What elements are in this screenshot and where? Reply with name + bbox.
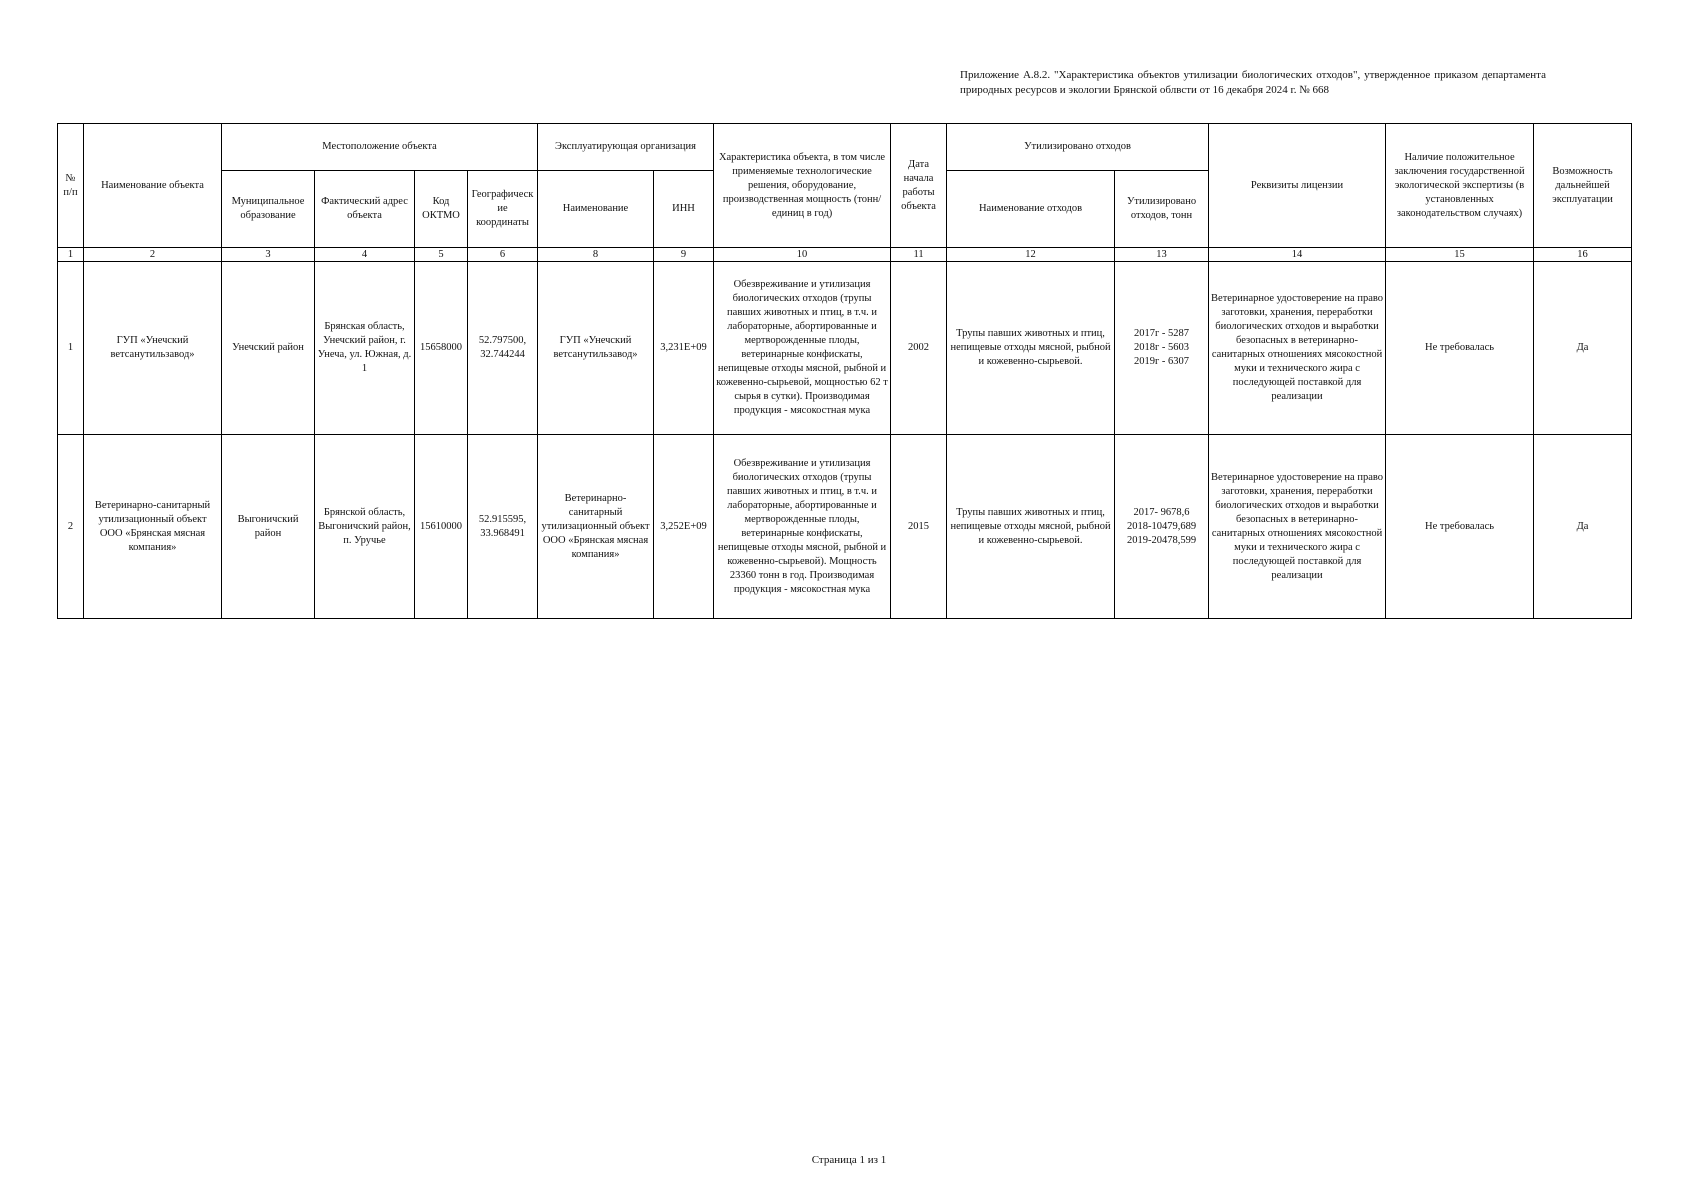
cell-license: Ветеринарное удостоверение на право заготовки, хранения, переработки биологических отходов и выработки безопасных в ветеринарно-санитарных отношениях мясокостной муки и технического жира с последующей поставкой для реализации (1209, 262, 1386, 435)
header-characteristics: Характеристика объекта, в том числе применяемые технологические решения, оборудование, производственная мощность (тонн/единиц в год) (714, 124, 891, 248)
header-expertise: Наличие положительное заключения государственной экологической экспертизы (в установленных законодательством случаях) (1386, 124, 1534, 248)
header-inn: ИНН (654, 171, 714, 248)
page-footer: Страница 1 из 1 (811, 1154, 887, 1166)
column-number: 15 (1386, 248, 1534, 262)
header-row-1 (58, 124, 1632, 171)
cell-future-use: Да (1534, 435, 1632, 619)
header-name: Наименование объекта (84, 124, 222, 248)
cell-oktmo: 15610000 (415, 435, 468, 619)
document-caption: Приложение А.8.2. "Характеристика объектов утилизации биологических отходов", утвержденное приказом департамента природных ресурсов и экологии Брянской облвсти от 16 декабря 2024 г. № 668 (960, 69, 1546, 96)
column-number: 4 (315, 248, 415, 262)
cell-start-date: 2015 (891, 435, 947, 619)
table-row (58, 435, 1632, 619)
header-geo: Географические координаты (468, 171, 538, 248)
header-location: Местоположение объекта (222, 124, 538, 171)
cell-license: Ветеринарное удостоверение на право заготовки, хранения, переработки биологических отходов и выработки безопасных в ветеринарно-санитарных отношениях мясокостной муки и технического жира с последующей поставкой для реализации (1209, 435, 1386, 619)
waste-tons-line: 2018г - 5603 (1133, 342, 1190, 353)
column-number: 10 (714, 248, 891, 262)
header-address: Фактический адрес объекта (315, 171, 415, 248)
header-license: Реквизиты лицензии (1209, 124, 1386, 248)
header-waste-tons: Утилизировано отходов, тонн (1115, 171, 1209, 248)
header-utilized: Утилизировано отходов (947, 124, 1209, 171)
cell-name: ГУП «Унечский ветсанутильзавод» (84, 262, 222, 435)
cell-municipal: Унечский район (222, 262, 315, 435)
cell-num: 2 (58, 435, 84, 619)
header-oktmo: Код ОКТМО (415, 171, 468, 248)
cell-expertise: Не требовалась (1386, 262, 1534, 435)
cell-org-name: Ветеринарно-санитарный утилизационный объект ООО «Брянская мясная компания» (538, 435, 654, 619)
column-number: 14 (1209, 248, 1386, 262)
column-number-row (58, 248, 1632, 262)
cell-oktmo: 15658000 (415, 262, 468, 435)
cell-geo: 52.915595, 33.968491 (468, 435, 538, 619)
waste-tons-line: 2018-10479,689 (1126, 520, 1197, 532)
cell-expertise: Не требовалась (1386, 435, 1534, 619)
column-number: 8 (538, 248, 654, 262)
column-number: 12 (947, 248, 1115, 262)
waste-tons-line: 2017г - 5287 (1133, 328, 1190, 339)
cell-address: Брянской область, Выгоничский район, п. Уручье (315, 435, 415, 619)
cell-waste-name: Трупы павших животных и птиц, непищевые отходы мясной, рыбной и кожевенно-сырьевой. (947, 262, 1115, 435)
header-operator: Эксплуатирующая организация (538, 124, 714, 171)
waste-tons-line: 2019-20478,599 (1126, 534, 1197, 546)
header-waste-name: Наименование отходов (947, 171, 1115, 248)
column-number: 11 (891, 248, 947, 262)
header-num: № п/п (58, 124, 84, 248)
cell-waste-tons (1115, 435, 1209, 619)
cell-num: 1 (58, 262, 84, 435)
table-row (58, 262, 1632, 435)
cell-name: Ветеринарно-санитарный утилизационный объект ООО «Брянская мясная компания» (84, 435, 222, 619)
column-number: 6 (468, 248, 538, 262)
cell-waste-name: Трупы павших животных и птиц, непищевые отходы мясной, рыбной и кожевенно-сырьевой. (947, 435, 1115, 619)
cell-geo: 52.797500, 32.744244 (468, 262, 538, 435)
cell-inn: 3,252E+09 (654, 435, 714, 619)
column-number: 1 (58, 248, 84, 262)
column-number: 5 (415, 248, 468, 262)
column-number: 3 (222, 248, 315, 262)
header-future-use: Возможность дальнейшей эксплуатации (1534, 124, 1632, 248)
column-number: 9 (654, 248, 714, 262)
column-number: 13 (1115, 248, 1209, 262)
waste-tons-line: 2019г - 6307 (1133, 356, 1190, 367)
cell-start-date: 2002 (891, 262, 947, 435)
cell-municipal: Выгоничский район (222, 435, 315, 619)
column-number: 2 (84, 248, 222, 262)
cell-waste-tons (1115, 262, 1209, 435)
cell-characteristics: Обезвреживание и утилизация биологических отходов (трупы павших животных и птиц, в т.ч. и лабораторные, абортированные и мертворожденные плоды, ветеринарные конфискаты, непищевые отходы мясной, рыбной и кожевенно-сырьевой). Мощность 23360 тонн в год. Производимая продукция - мясокостная мука (714, 435, 891, 619)
waste-facilities-table (57, 123, 1632, 619)
header-start-date: Дата начала работы объекта (891, 124, 947, 248)
cell-address: Брянская область, Унечский район, г. Унеча, ул. Южная, д. 1 (315, 262, 415, 435)
waste-tons-line: 2017- 9678,6 (1133, 506, 1190, 518)
cell-inn: 3,231E+09 (654, 262, 714, 435)
cell-characteristics: Обезвреживание и утилизация биологических отходов (трупы павших животных и птиц, в т.ч. и лабораторные, абортированные и мертворожденные плоды, ветеринарные конфискаты, непищевые отходы мясной, рыбной и кожевенно-сырьевой, мощностью 62 т сырья в сутки). Производимая продукция - мясокостная мука (714, 262, 891, 435)
column-number: 16 (1534, 248, 1632, 262)
cell-future-use: Да (1534, 262, 1632, 435)
header-municipal: Муниципальное образование (222, 171, 315, 248)
cell-org-name: ГУП «Унечский ветсанутильзавод» (538, 262, 654, 435)
header-org-name: Наименование (538, 171, 654, 248)
